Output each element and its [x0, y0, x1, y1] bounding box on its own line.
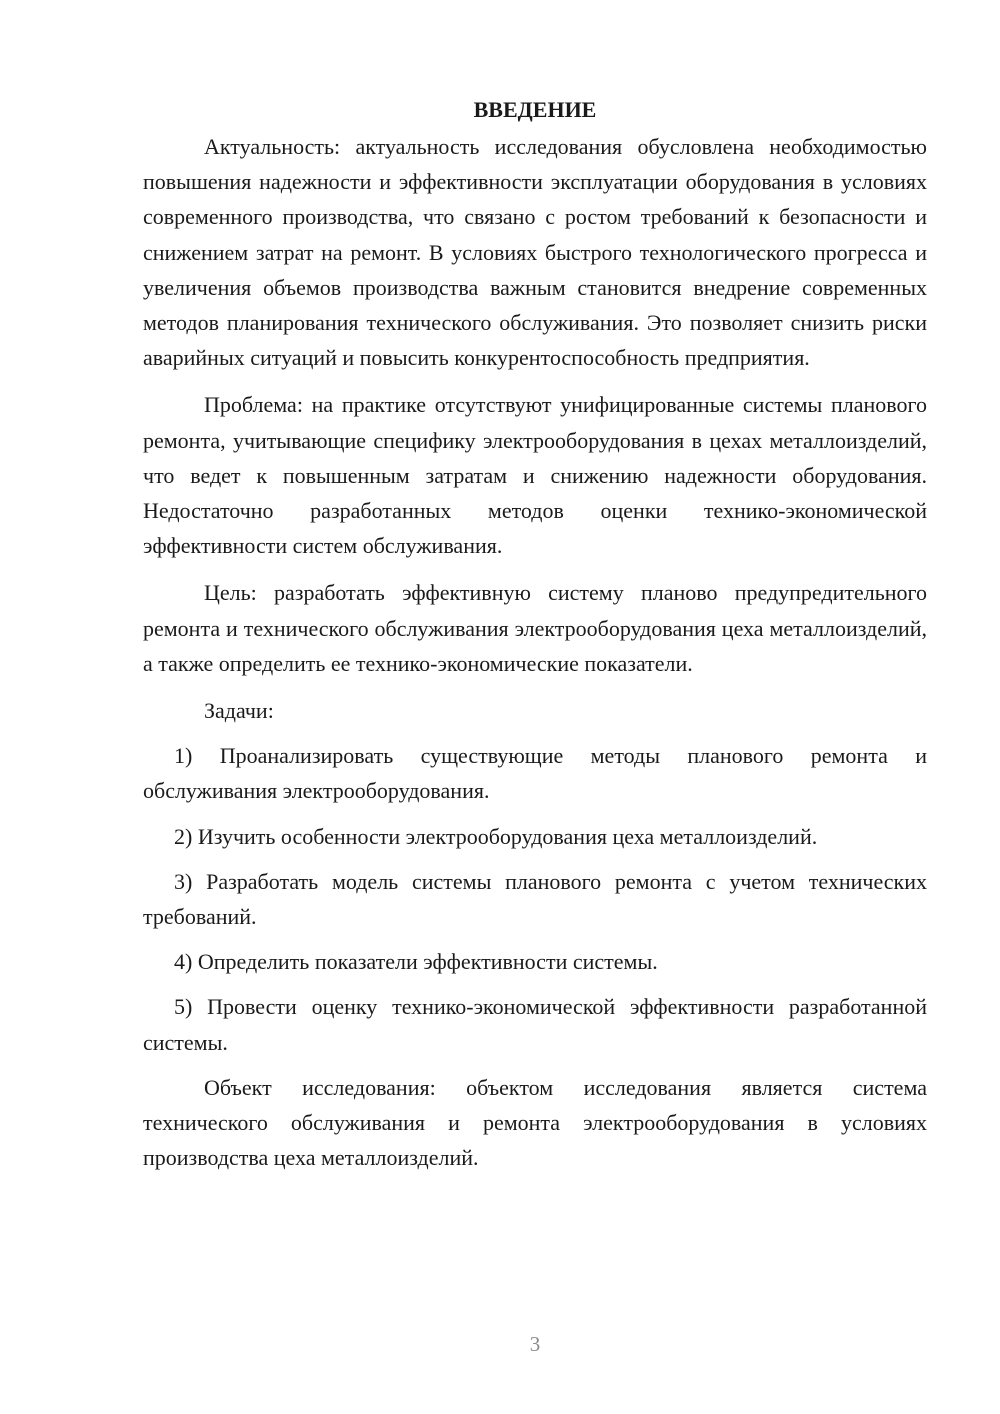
paragraph-relevance: Актуальность: актуальность исследования обусловлена необходимостью повышения надежности и эффективности эксплуатации оборудования в условиях современного производства, что связано с ростом требований к безопасности и снижением затрат на ремонт. В условиях быстрого технологического прогресса и увеличения объемов производства важным становится внедрение современных методов планирования технического обслуживания. Это позволяет снизить риски аварийных ситуаций и повысить конкурентоспособность предприятия.	[143, 134, 927, 371]
tasks-label: Задачи:	[204, 698, 274, 724]
task-item-3: 3) Разработать модель системы планового ремонта с учетом технических требований.	[143, 868, 927, 930]
paragraph-problem: Проблема: на практике отсутствуют унифицированные системы планового ремонта, учитывающие специфику электрооборудования в цехах металлоизделий, что ведет к повышенным затратам и снижению надежности оборудования. Недостаточно разработанных методов оценки технико-экономической эффективности систем обслуживания.	[143, 392, 927, 559]
task-item-2: 2) Изучить особенности электрооборудования цеха металлоизделий.	[174, 823, 818, 849]
task-item-5: 5) Провести оценку технико-экономической эффективности разработанной системы.	[143, 994, 927, 1055]
task-item-4: 4) Определить показатели эффективности системы.	[174, 949, 658, 975]
task-item-1: 1) Проанализировать существующие методы планового ремонта и обслуживания электрооборудования.	[143, 743, 927, 804]
paragraph-goal: Цель: разработать эффективную систему планово предупредительного ремонта и технического обслуживания электрооборудования цеха металлоизделий, а также определить ее технико-экономические показатели.	[143, 580, 927, 676]
section-heading: ВВЕДЕНИЕ	[473, 97, 597, 122]
document-page	[143, 92, 927, 1187]
page-number: 3	[529, 1332, 541, 1356]
paragraph-object: Объект исследования: объектом исследования является система технического обслуживания и ремонта электрооборудования в условиях производства цеха металлоизделий.	[143, 1074, 927, 1171]
